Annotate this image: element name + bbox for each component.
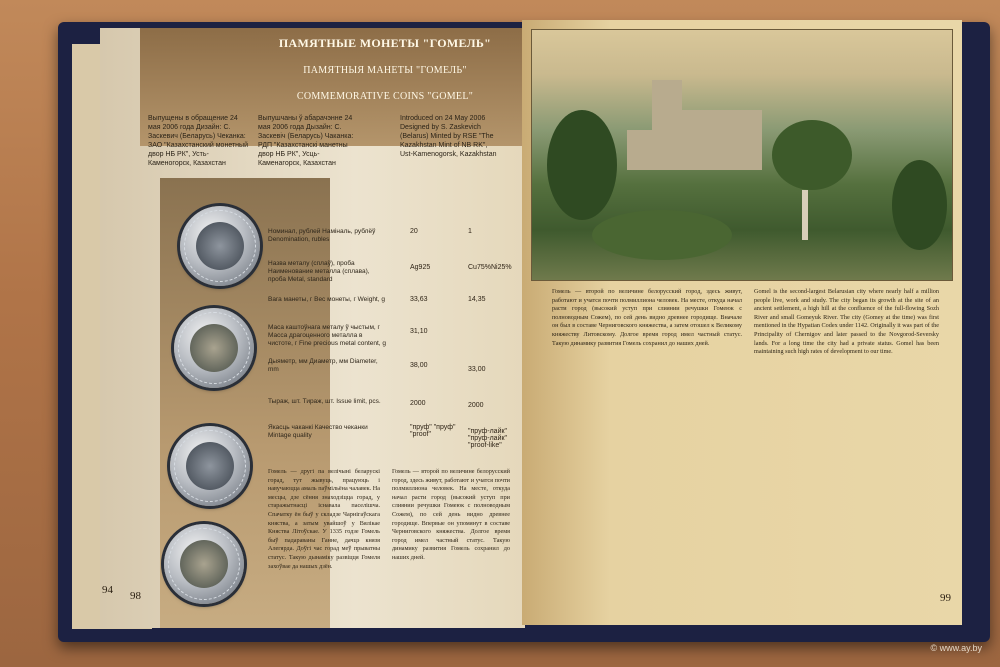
header-col-3: Introduced on 24 May 2006 Designed by S. Zaskevich (Belarus) Minted by RSE "The Kazakhstan Mint of NB RK", Ust-Kamenogorsk, Kazakhstan [400, 115, 497, 158]
spec-label: Вага манеты, г Вес монеты, г Weight, g [268, 296, 385, 303]
page-number-underlying: 94 [102, 584, 113, 596]
page-number-left: 98 [130, 590, 141, 602]
right-page [522, 20, 962, 625]
body-text-belarusian: Гомель — другі па велічыні беларускі горад, тут жывуць, працуюць і навучаюцца амаль паўмільёна чалавек. На месцы, дзе сёння знаходзіцца горад, у старажытнасці існавала паселішча. Спачатку ён быў у складзе Чарнігаўскага княства, а затым увайшоў у Вялікае Княства Літоўскае. У 1335 годзе Гомель быў падараваны Ганне, дачцэ князя Алегярда. Доўгі час горад меў прыватны статус. Такую дынаміку развіцця Гомеля захоўвае да нашых дзён. [268, 468, 380, 570]
tree [892, 160, 947, 250]
gomel-palace-painting [532, 30, 952, 280]
header-col-1: Выпущены в обращение 24 мая 2006 года Дизайн: С. Заскевич (Беларусь) Чеканка: ЗАО "Казахстанский монетный двор НБ РК", Усть-Каменогорск, Казахстан [148, 115, 248, 167]
title-english: COMMEMORATIVE COINS "GOMEL" [296, 91, 474, 102]
left-page [100, 28, 525, 628]
spec-value: 2000 [468, 402, 484, 409]
spec-label: Маса каштоўнага металу ў чыстым, г Масса драгоценного металла в чистоте, г Fine precious metal content, g [268, 324, 387, 347]
body-text-russian: Гомель — второй по величине белорусский город, здесь живут, работают и учатся почти полмиллиона человек. На месте, откуда начал расти город (высокий уступ при слиянии речушки Гомеюк с полноводным Сожем), по сей день видно древнее городище. Вначале он был в составе Черниговского княжества, а затем отошел к Великому княжеству Литовскому. Долгое время город имел частный статус. Такую динамику развития Гомель сохранил до наших дней. [552, 288, 742, 347]
tree [772, 120, 852, 190]
palace-building [682, 110, 762, 170]
spec-label: Назва металу (сплаў), проба Наименование металла (сплава), проба Metal, standard [268, 260, 370, 283]
body-text-russian: Гомель — второй по величине белорусский город, здесь живут, работают и учатся почти полмиллиона человек. На месте, откуда начал расти город (высокий уступ при слиянии речушки Гомеюк с полноводным Сожем), по сей день видно древнее городище. Впервые он упомянут в составе Черниговского княжества. Долгое время город имел частный статус. Такую динамику развития Гомель сохранил до наших дней. [392, 468, 510, 561]
spec-value: 33,63 [410, 296, 428, 303]
spec-value: "пруф-лайк" "пруф-лайк" "proof-like" [468, 428, 508, 449]
coin-reverse-copper-nickel [164, 524, 244, 604]
coin-reverse-silver [174, 308, 254, 388]
spec-value: 31,10 [410, 328, 428, 335]
spec-label: Якасць чаканкі Качество чеканки Mintage quality [268, 424, 368, 439]
spec-value: 2000 [410, 400, 426, 407]
spec-value: 14,35 [468, 296, 486, 303]
spec-label: Номинал, рублей Наміналь, рублёў Denomination, rubles [268, 228, 376, 243]
tree [547, 110, 617, 220]
palace-wing [627, 130, 667, 170]
obelisk [802, 190, 808, 240]
spec-value: 33,00 [468, 366, 486, 373]
spec-value: 20 [410, 228, 418, 235]
coin-obverse-silver [180, 206, 260, 286]
spec-label: Дыяметр, мм Диаметр, мм Diameter, mm [268, 358, 378, 373]
spec-value: "пруф" "пруф" "proof" [410, 424, 456, 438]
body-text-english: Gomel is the second-largest Belarusian city where nearly half a million people live, work and study. The city began its growth at the site of an ancient settlement, a high hill at the confluence of the full-flowing Sozh River and small Gomeyuk River. The city (Gomey at the time) was first mentioned in the Hypatian Codex under 1142. Originally it was part of the Principality of Chernigov and later passed to the Novgorod-Seversky lands. For a long time the city had a private status. Gomel has been maintaining such high rates of development to our time. [754, 288, 939, 356]
title-russian: ПАМЯТНЫЕ МОНЕТЫ "ГОМЕЛЬ" [278, 36, 492, 50]
coin-obverse-copper-nickel [170, 426, 250, 506]
watermark: © www.ay.by [930, 643, 982, 653]
spec-value: 38,00 [410, 362, 428, 369]
spec-label: Тыраж, шт. Тираж, шт. Issue limit, pcs. [268, 398, 381, 405]
header-col-2: Выпушчаны ў абарачэнне 24 мая 2006 года Дызайн: С. Заскевіч (Беларусь) Чаканка: РДП "Казахстанскі манетны двор НБ РК", Усць-Каменагорск, Казахстан [258, 115, 354, 167]
page-number-right: 99 [940, 592, 951, 604]
tree [592, 210, 732, 260]
spec-value: Ag925 [410, 264, 431, 271]
spec-value: Cu75%Ni25% [468, 264, 512, 271]
title-belarusian: ПАМЯТНЫЯ МАНЕТЫ "ГОМЕЛЬ" [303, 65, 467, 76]
spec-value: 1 [468, 228, 472, 235]
